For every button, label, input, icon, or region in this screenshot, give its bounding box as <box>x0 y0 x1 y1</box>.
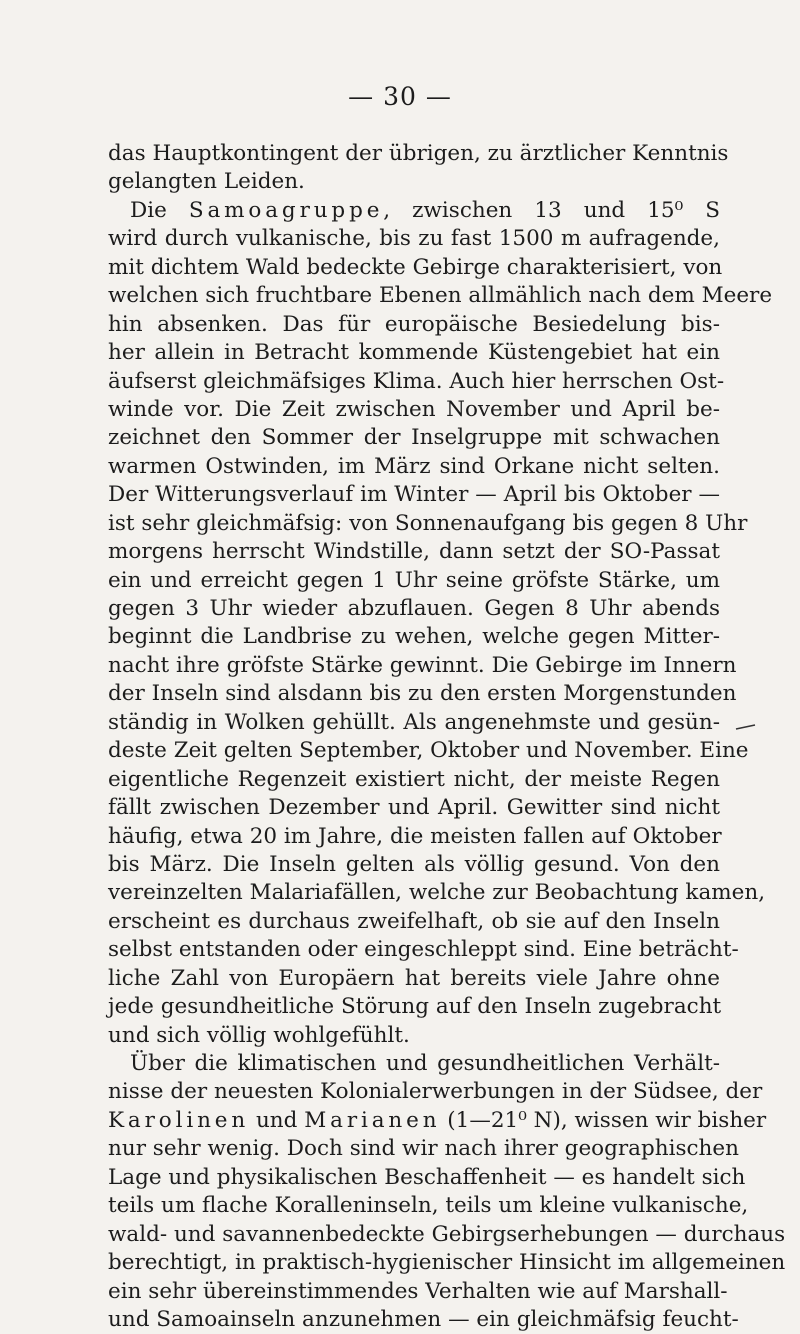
text-segment: , zwischen 13 und 15⁰ S <box>383 197 721 223</box>
page-number: — 30 — <box>348 82 452 111</box>
text-line: gegen 3 Uhr wieder abzuflauen. Gegen 8 Uhr abends <box>108 596 720 621</box>
text-line: und sich völlig wohlgefühlt. <box>108 1022 410 1048</box>
text-line: beginnt die Landbrise zu wehen, welche gegen Mitter- <box>108 624 720 650</box>
text-line: warmen Ostwinden, im März sind Orkane nicht selten. <box>108 453 720 479</box>
text-line: fällt zwischen Dezember und April. Gewitter sind nicht <box>108 795 720 821</box>
text-line: Der Witterungsverlauf im Winter — April bis Oktober — <box>108 482 720 508</box>
body-text <box>108 140 786 1334</box>
text-line: vereinzelten Malariafällen, welche zur Beobachtung kamen, <box>108 880 766 906</box>
text-line: welchen sich fruchtbare Ebenen allmählich nach dem Meere <box>108 283 773 309</box>
spaced-term: Marianen <box>304 1107 441 1133</box>
text-line: deste Zeit gelten September, Oktober und November. Eine <box>108 738 749 764</box>
text-line: gelangten Leiden. <box>108 169 305 195</box>
text-line <box>108 197 720 225</box>
text-line: liche Zahl von Europäern hat bereits viele Jahre ohne <box>108 965 720 991</box>
spaced-term: Samoagruppe <box>188 197 384 223</box>
text-line: wird durch vulkanische, bis zu fast 1500 m aufragende, <box>108 226 720 252</box>
text-line: wald- und savannenbedeckte Gebirgserhebungen — durchaus <box>108 1221 786 1247</box>
text-line: nisse der neuesten Kolonialerwerbungen in der Südsee, der <box>108 1079 763 1105</box>
text-line: ein sehr übereinstimmendes Verhalten wie auf Marshall- <box>108 1278 728 1304</box>
text-line: und Samoainseln anzunehmen — ein gleichmäfsig feucht- <box>108 1306 739 1332</box>
text-line: eigentliche Regenzeit existiert nicht, der meiste Regen <box>108 766 720 792</box>
text-line: berechtigt, in praktisch-hygienischer Hinsicht im allgemeinen <box>108 1250 786 1276</box>
margin-mark <box>735 724 757 730</box>
text-line: teils um flache Koralleninseln, teils um kleine vulkanische, <box>108 1193 749 1219</box>
text-line: der Inseln sind alsdann bis zu den ersten Morgenstunden <box>108 681 737 707</box>
text-line: winde vor. Die Zeit zwischen November und April be- <box>108 396 720 422</box>
text-line: hin absenken. Das für europäische Besiedelung bis- <box>108 311 720 337</box>
text-line: morgens herrscht Windstille, dann setzt der SO-Passat <box>108 539 720 565</box>
text-segment: und <box>249 1107 305 1133</box>
text-line: ist sehr gleichmäfsig: von Sonnenaufgang bis gegen 8 Uhr <box>108 510 748 536</box>
text-segment: (1—21⁰ N), wissen wir bisher <box>440 1107 767 1133</box>
text-line: her allein in Betracht kommende Küstengebiet hat ein <box>108 340 720 366</box>
spaced-term: Karolinen <box>108 1107 250 1133</box>
text-line <box>108 1107 767 1135</box>
text-line: ständig in Wolken gehüllt. Als angenehmste und gesün- <box>108 709 720 735</box>
text-line: nur sehr wenig. Doch sind wir nach ihrer geographischen <box>108 1136 739 1162</box>
text-line: das Hauptkontingent der übrigen, zu ärztlicher Kenntnis <box>108 141 729 166</box>
text-line: häufig, etwa 20 im Jahre, die meisten fallen auf Oktober <box>108 823 722 849</box>
text-line: jede gesundheitliche Störung auf den Inseln zugebracht <box>108 994 722 1020</box>
text-line: mit dichtem Wald bedeckte Gebirge charakterisiert, von <box>108 254 723 280</box>
text-line: zeichnet den Sommer der Inselgruppe mit schwachen <box>108 425 720 451</box>
text-segment: Die <box>130 197 189 223</box>
text-line: ein und erreicht gegen 1 Uhr seine gröfste Stärke, um <box>108 567 720 593</box>
text-line: äufserst gleichmäfsiges Klima. Auch hier herrschen Ost- <box>108 368 725 394</box>
text-line: erscheint es durchaus zweifelhaft, ob sie auf den Inseln <box>108 908 720 934</box>
text-line: nacht ihre gröfste Stärke gewinnt. Die Gebirge im Innern <box>108 652 737 678</box>
text-line: bis März. Die Inseln gelten als völlig gesund. Von den <box>108 851 720 877</box>
text-line: Über die klimatischen und gesundheitlichen Verhält- <box>130 1051 720 1076</box>
text-line: Lage und physikalischen Beschaffenheit — es handelt sich <box>108 1164 746 1190</box>
text-line: selbst entstanden oder eingeschleppt sind. Eine beträcht- <box>108 937 739 963</box>
